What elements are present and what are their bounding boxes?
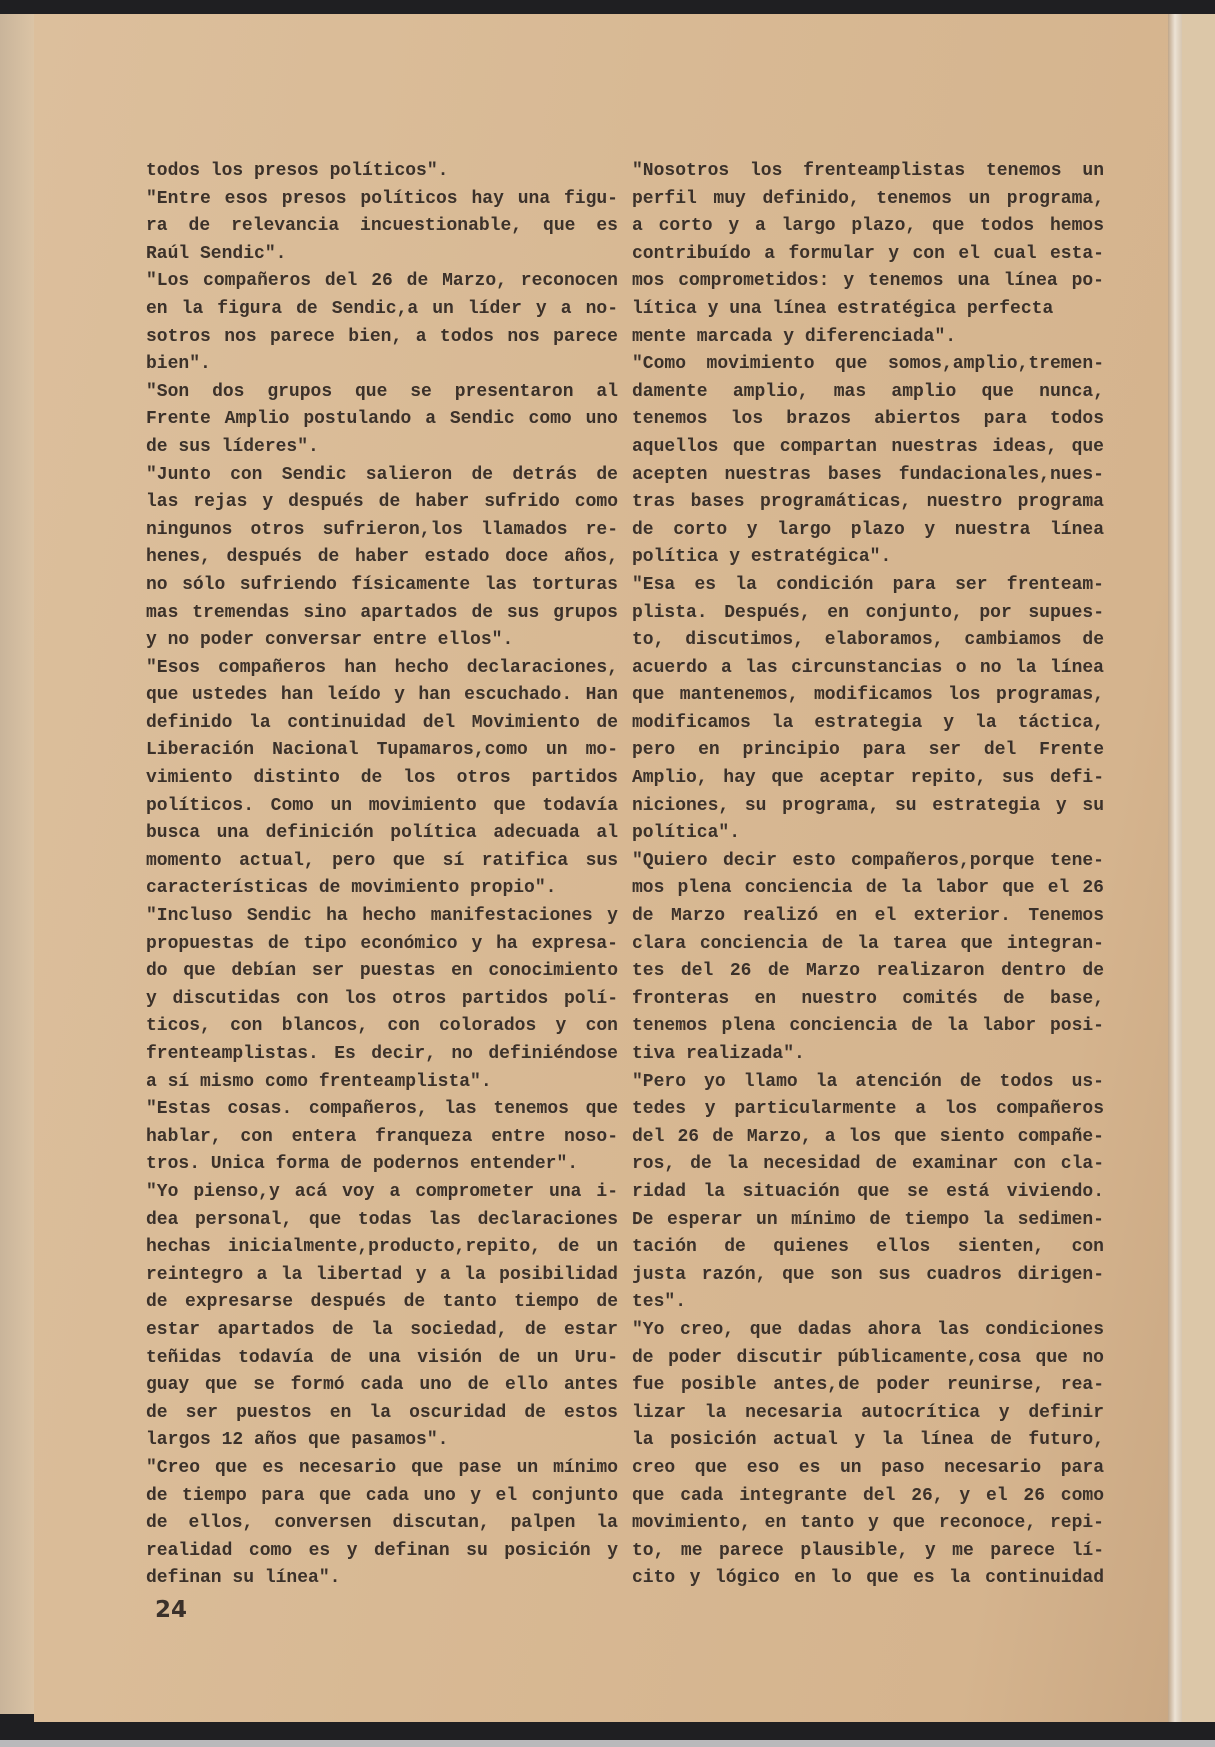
text-line: de ser puestos en la oscuridad de estos <box>146 1402 618 1423</box>
text-line: definan su línea". <box>146 1568 341 1589</box>
text-line: clara conciencia de la tarea que integran- <box>632 933 1104 954</box>
left-text-column <box>146 158 618 1593</box>
text-line: tenemos plena conciencia de la labor posi- <box>632 1016 1104 1037</box>
text-line: de sus líderes". <box>146 436 319 457</box>
text-line: "Estas cosas. compañeros, las tenemos que <box>146 1099 618 1120</box>
text-line: reintegro a la libertad y a la posibilidad <box>146 1264 618 1285</box>
text-line: henes, después de haber estado doce años, <box>146 547 618 568</box>
text-line: política". <box>632 823 741 844</box>
text-line: mas tremendas sino apartados de sus grupos <box>146 602 618 623</box>
text-line: que mantenemos, modificamos los programas, <box>632 685 1104 706</box>
text-line: cito y lógico en lo que es la continuidad <box>632 1568 1104 1589</box>
text-line: tros. Unica forma de podernos entender". <box>146 1154 579 1175</box>
paragraph <box>632 848 1104 1069</box>
text-line: do que debían ser puestas en conocimiento <box>146 961 618 982</box>
text-line: de expresarse después de tanto tiempo de <box>146 1292 618 1313</box>
text-line: niciones, su programa, su estrategia y su <box>632 795 1104 816</box>
text-line: mos comprometidos: y tenemos una línea po- <box>632 271 1104 292</box>
paragraph <box>146 186 618 269</box>
text-line: damente amplio, mas amplio que nunca, <box>632 381 1104 402</box>
paragraph <box>146 1096 618 1179</box>
text-line: tras bases programáticas, nuestro programa <box>632 492 1104 513</box>
text-line: hechas inicialmente,producto,repito, de un <box>146 1237 618 1258</box>
text-line: política y estratégica". <box>632 547 892 568</box>
paragraph <box>632 158 1104 351</box>
text-line: fronteras en nuestro comités de base, <box>632 988 1104 1009</box>
text-line: de ellos, conversen discutan, palpen la <box>146 1513 618 1534</box>
paragraph <box>632 1317 1104 1593</box>
text-line: Frente Amplio postulando a Sendic como uno <box>146 409 618 430</box>
text-line: la posición actual y la línea de futuro, <box>632 1430 1104 1451</box>
right-text-column <box>632 158 1104 1593</box>
text-line: características de movimiento propio". <box>146 878 557 899</box>
text-line: "Yo pienso,y acá voy a comprometer una i- <box>146 1181 618 1202</box>
text-line: lítica y una línea estratégica perfecta <box>632 298 1054 319</box>
text-line: teñidas todavía de una visión de un Uru- <box>146 1347 618 1368</box>
text-line: guay que se formó cada uno de ello antes <box>146 1375 618 1396</box>
text-line: aquellos que compartan nuestras ideas, que <box>632 436 1104 457</box>
text-line: justa razón, que son sus cuadros dirigen- <box>632 1264 1104 1285</box>
text-line: ros, de la necesidad de examinar con cla- <box>632 1154 1104 1175</box>
text-line: fue posible antes,de poder reunirse, rea- <box>632 1375 1104 1396</box>
text-line: tiva realizada". <box>632 1044 805 1064</box>
text-line: que ustedes han leído y han escuchado. Han <box>146 685 618 706</box>
text-line: en la figura de Sendic,a un líder y a no- <box>146 298 618 319</box>
text-line: plista. Después, en conjunto, por supues- <box>632 602 1104 623</box>
text-line: acepten nuestras bases fundacionales,nues- <box>632 464 1104 485</box>
text-line: propuestas de tipo económico y ha expresa- <box>146 933 618 954</box>
text-line: busca una definición política adecuada al <box>146 823 618 844</box>
text-line: ningunos otros sufrieron,los llamados re- <box>146 519 618 540</box>
text-line: to, discutimos, elaboramos, cambiamos de <box>632 630 1104 651</box>
text-line: tes del 26 de Marzo realizaron dentro de <box>632 961 1104 982</box>
text-line: movimiento, en tanto y que reconoce, repi- <box>632 1513 1104 1534</box>
text-line: modificamos la estrategia y la táctica, <box>632 712 1104 733</box>
page-left-edge <box>0 14 36 1714</box>
paragraph <box>146 1179 618 1455</box>
text-line: De esperar un mínimo de tiempo la sedimen- <box>632 1209 1104 1230</box>
paragraph <box>146 655 618 903</box>
text-line: largos 12 años que pasamos". <box>146 1430 449 1451</box>
paragraph <box>146 1455 618 1593</box>
text-line: "Quiero decir esto compañeros,porque tene- <box>632 850 1104 871</box>
text-line: Raúl Sendic". <box>146 243 287 264</box>
text-line: "Yo creo, que dadas ahora las condiciones <box>632 1319 1104 1340</box>
text-line: de Marzo realizó en el exterior. Tenemos <box>632 906 1104 927</box>
text-line: definido la continuidad del Movimiento de <box>146 712 618 733</box>
text-line: Liberación Nacional Tupamaros,como un mo- <box>146 740 618 761</box>
text-line: "Los compañeros del 26 de Marzo, reconocen <box>146 271 618 292</box>
text-line: realidad como es y definan su posición y <box>146 1540 618 1561</box>
text-line: bien". <box>146 354 211 375</box>
text-line: de tiempo para que cada uno y el conjunto <box>146 1485 618 1506</box>
paragraph <box>146 268 618 378</box>
text-line: vimiento distinto de los otros partidos <box>146 768 618 789</box>
text-line: mente marcada y diferenciada". <box>632 326 957 347</box>
text-line: tación de quienes ellos sienten, con <box>632 1237 1104 1258</box>
text-line: tenemos los brazos abiertos para todos <box>632 409 1104 430</box>
text-line: "Esa es la condición para ser frenteam- <box>632 574 1104 595</box>
text-line: "Creo que es necesario que pase un mínimo <box>146 1457 618 1478</box>
text-line: estar apartados de la sociedad, de estar <box>146 1319 618 1340</box>
text-line: "Junto con Sendic salieron de detrás de <box>146 464 618 485</box>
text-line: tedes y particularmente a los compañeros <box>632 1099 1104 1120</box>
text-line: mos plena conciencia de la labor que el 26 <box>632 878 1104 899</box>
text-line: to, me parece plausible, y me parece lí- <box>632 1540 1104 1561</box>
paragraph <box>632 572 1104 848</box>
text-line: de corto y largo plazo y nuestra línea <box>632 519 1104 540</box>
paragraph <box>146 903 618 1096</box>
paragraph <box>632 1069 1104 1317</box>
text-line: no sólo sufriendo físicamente las torturas <box>146 574 618 595</box>
text-line: a corto y a largo plazo, que todos hemos <box>632 216 1104 237</box>
adjacent-page-strip <box>1182 14 1215 1722</box>
text-line: a sí mismo como frenteamplista". <box>146 1071 492 1092</box>
text-line: momento actual, pero que sí ratifica sus <box>146 850 618 871</box>
text-line: todos los presos políticos". <box>146 161 449 181</box>
text-line: ticos, con blancos, con colorados y con <box>146 1016 618 1037</box>
text-line: lizar la necesaria autocrítica y definir <box>632 1402 1104 1423</box>
paragraph <box>146 462 618 655</box>
text-line: pero en principio para ser del Frente <box>632 740 1104 761</box>
text-line: Amplio, hay que aceptar repito, sus defi- <box>632 768 1104 789</box>
text-line: dea personal, que todas las declaraciones <box>146 1209 618 1230</box>
text-line: del 26 de Marzo, a los que siento compañe- <box>632 1126 1104 1147</box>
text-line: "Incluso Sendic ha hecho manifestaciones y <box>146 906 618 927</box>
text-line: "Esos compañeros han hecho declaraciones, <box>146 657 618 678</box>
page-number: 24 <box>155 1597 188 1623</box>
text-line: sotros nos parece bien, a todos nos parece <box>146 326 618 347</box>
text-line: "Como movimiento que somos,amplio,tremen- <box>632 354 1104 375</box>
text-line: perfil muy definido, tenemos un programa, <box>632 188 1104 209</box>
text-line: las rejas y después de haber sufrido como <box>146 492 618 513</box>
paragraph <box>146 379 618 462</box>
text-line: hablar, con entera franqueza entre noso- <box>146 1126 618 1147</box>
paragraph <box>632 351 1104 572</box>
text-line: de poder discutir públicamente,cosa que no <box>632 1347 1104 1368</box>
text-line: creo que eso es un paso necesario para <box>632 1457 1104 1478</box>
text-line: frenteamplistas. Es decir, no definiéndose <box>146 1044 618 1064</box>
binding-gutter <box>1168 14 1182 1722</box>
paragraph <box>146 158 618 186</box>
text-line: acuerdo a las circunstancias o no la línea <box>632 657 1104 678</box>
text-line: ra de relevancia incuestionable, que es <box>146 216 618 237</box>
text-line: tes". <box>632 1292 687 1313</box>
text-line: "Entre esos presos políticos hay una figu- <box>146 188 618 209</box>
text-line: y no poder conversar entre ellos". <box>146 630 514 651</box>
text-line: "Son dos grupos que se presentaron al <box>146 381 618 402</box>
text-line: "Pero yo llamo la atención de todos us- <box>632 1071 1104 1092</box>
text-line: y discutidas con los otros partidos polí- <box>146 988 618 1009</box>
text-line: que cada integrante del 26, y el 26 como <box>632 1485 1104 1506</box>
text-line: contribuído a formular y con el cual esta- <box>632 243 1104 264</box>
text-line: "Nosotros los frenteamplistas tenemos un <box>632 161 1104 181</box>
text-line: políticos. Como un movimiento que todavía <box>146 795 618 816</box>
text-line: ridad la situación que se está viviendo. <box>632 1181 1104 1202</box>
